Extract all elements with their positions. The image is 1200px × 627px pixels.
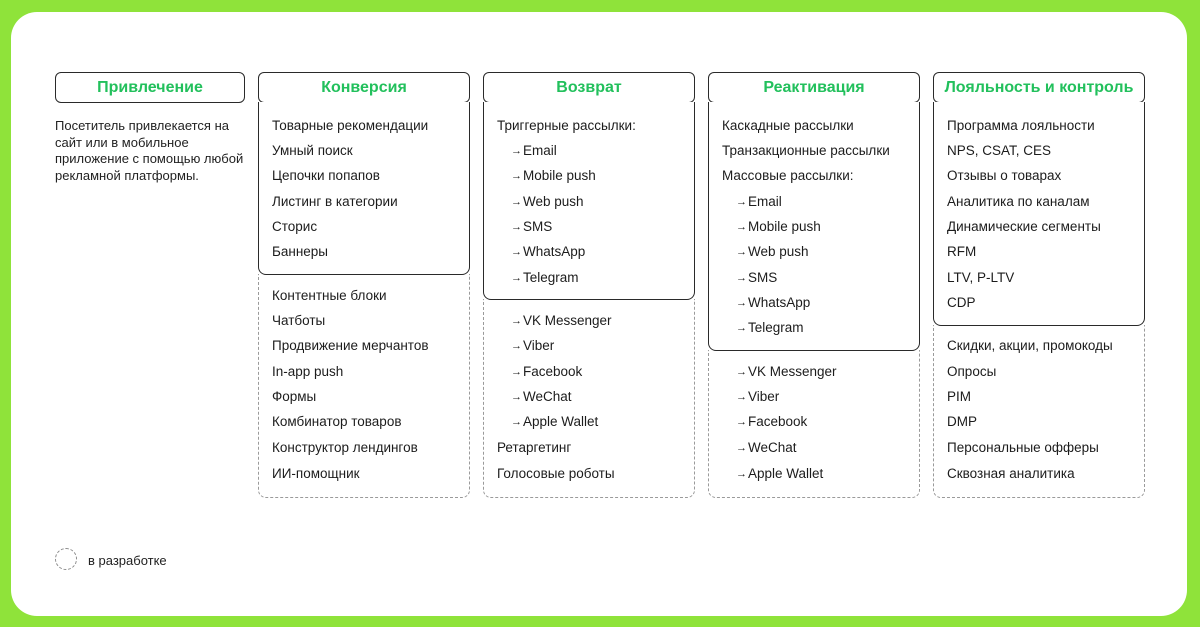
list-item: Цепочки попапов [272, 168, 380, 183]
list-item: CDP [947, 295, 976, 310]
arrow-right-icon: → [736, 366, 747, 378]
list-item: → Web push [736, 244, 809, 259]
list-item: → Telegram [736, 320, 804, 335]
column-header-acquisition: Привлечение [55, 72, 245, 103]
list-item: Продвижение мерчантов [272, 338, 429, 353]
arrow-right-icon: → [736, 442, 747, 454]
list-item: Комбинатор товаров [272, 414, 402, 429]
list-item: Отзывы о товарах [947, 168, 1062, 183]
list-item: Программа лояльности [947, 118, 1095, 133]
arrow-right-icon: → [736, 468, 747, 480]
arrow-right-icon: → [511, 416, 522, 428]
column-header-retention: Возврат [483, 72, 695, 103]
arrow-right-icon: → [511, 272, 522, 284]
list-item: Голосовые роботы [497, 466, 615, 481]
list-item: Конструктор лендингов [272, 440, 418, 455]
arrow-right-icon: → [511, 145, 522, 157]
list-item: → Facebook [736, 414, 808, 429]
arrow-right-icon: → [736, 272, 747, 284]
acquisition-description: Посетитель привлекается на сайт или в мобильное приложение с помощью любой рекламной платформы. [55, 118, 244, 183]
arrow-right-icon: → [511, 170, 522, 182]
list-item: → Apple Wallet [511, 414, 599, 429]
list-item: → Mobile push [736, 219, 821, 234]
list-item: In-app push [272, 364, 344, 379]
list-item: → Email [511, 143, 557, 158]
list-item: NPS, CSAT, CES [947, 143, 1052, 158]
list-item: Формы [272, 389, 317, 404]
list-item: Динамические сегменты [947, 219, 1101, 234]
list-item: → WhatsApp [736, 295, 811, 310]
list-item: → Mobile push [511, 168, 596, 183]
arrow-right-icon: → [511, 391, 522, 403]
list-item: → WeChat [511, 389, 572, 404]
arrow-right-icon: → [736, 297, 747, 309]
list-item: → Viber [736, 389, 780, 404]
list-item: Ретаргетинг [497, 440, 572, 455]
list-item: DMP [947, 414, 977, 429]
list-item: → Facebook [511, 364, 583, 379]
arrow-right-icon: → [511, 246, 522, 258]
list-item: → WhatsApp [511, 244, 586, 259]
arrow-right-icon: → [511, 315, 522, 327]
list-item: → Telegram [511, 270, 579, 285]
list-item: → Email [736, 194, 782, 209]
list-item: → Apple Wallet [736, 466, 824, 481]
list-item: LTV, P-LTV [947, 270, 1015, 285]
arrow-right-icon: → [736, 416, 747, 428]
arrow-right-icon: → [736, 246, 747, 258]
list-item: → SMS [736, 270, 778, 285]
list-item: Опросы [947, 364, 997, 379]
list-item: → Viber [511, 338, 555, 353]
list-item: → VK Messenger [736, 364, 837, 379]
list-item: Аналитика по каналам [947, 194, 1090, 209]
column-header-conversion: Конверсия [258, 72, 470, 103]
list-item: → VK Messenger [511, 313, 612, 328]
list-item: Контентные блоки [272, 288, 387, 303]
arrow-right-icon: → [511, 196, 522, 208]
list-item: Триггерные рассылки: [497, 118, 636, 133]
list-item: Каскадные рассылки [722, 118, 854, 133]
arrow-right-icon: → [511, 366, 522, 378]
conversion-in-development-box [258, 274, 470, 498]
list-item: → SMS [511, 219, 553, 234]
list-item: Персональные офферы [947, 440, 1099, 455]
list-item: → Web push [511, 194, 584, 209]
list-item: PIM [947, 389, 972, 404]
list-item: ИИ-помощник [272, 466, 360, 481]
arrow-right-icon: → [511, 221, 522, 233]
list-item: Массовые рассылки: [722, 168, 854, 183]
column-header-loyalty: Лояльность и контроль [933, 72, 1145, 103]
dashed-circle-icon [55, 548, 77, 570]
arrow-right-icon: → [511, 340, 522, 352]
arrow-right-icon: → [736, 391, 747, 403]
list-item: → WeChat [736, 440, 797, 455]
arrow-right-icon: → [736, 322, 747, 334]
column-header-reactivation: Реактивация [708, 72, 920, 103]
list-item: Сторис [272, 219, 318, 234]
list-item: Транзакционные рассылки [722, 143, 890, 158]
arrow-right-icon: → [736, 221, 747, 233]
loyalty-available-box [933, 102, 1145, 326]
list-item: Товарные рекомендации [272, 118, 429, 133]
list-item: Чатботы [272, 313, 326, 328]
list-item: Сквозная аналитика [947, 466, 1075, 481]
list-item: Листинг в категории [272, 194, 398, 209]
list-item: Умный поиск [272, 143, 353, 158]
list-item: Скидки, акции, промокоды [947, 338, 1113, 353]
legend-label: в разработке [88, 553, 167, 568]
list-item: RFM [947, 244, 977, 259]
list-item: Баннеры [272, 244, 328, 259]
arrow-right-icon: → [736, 196, 747, 208]
